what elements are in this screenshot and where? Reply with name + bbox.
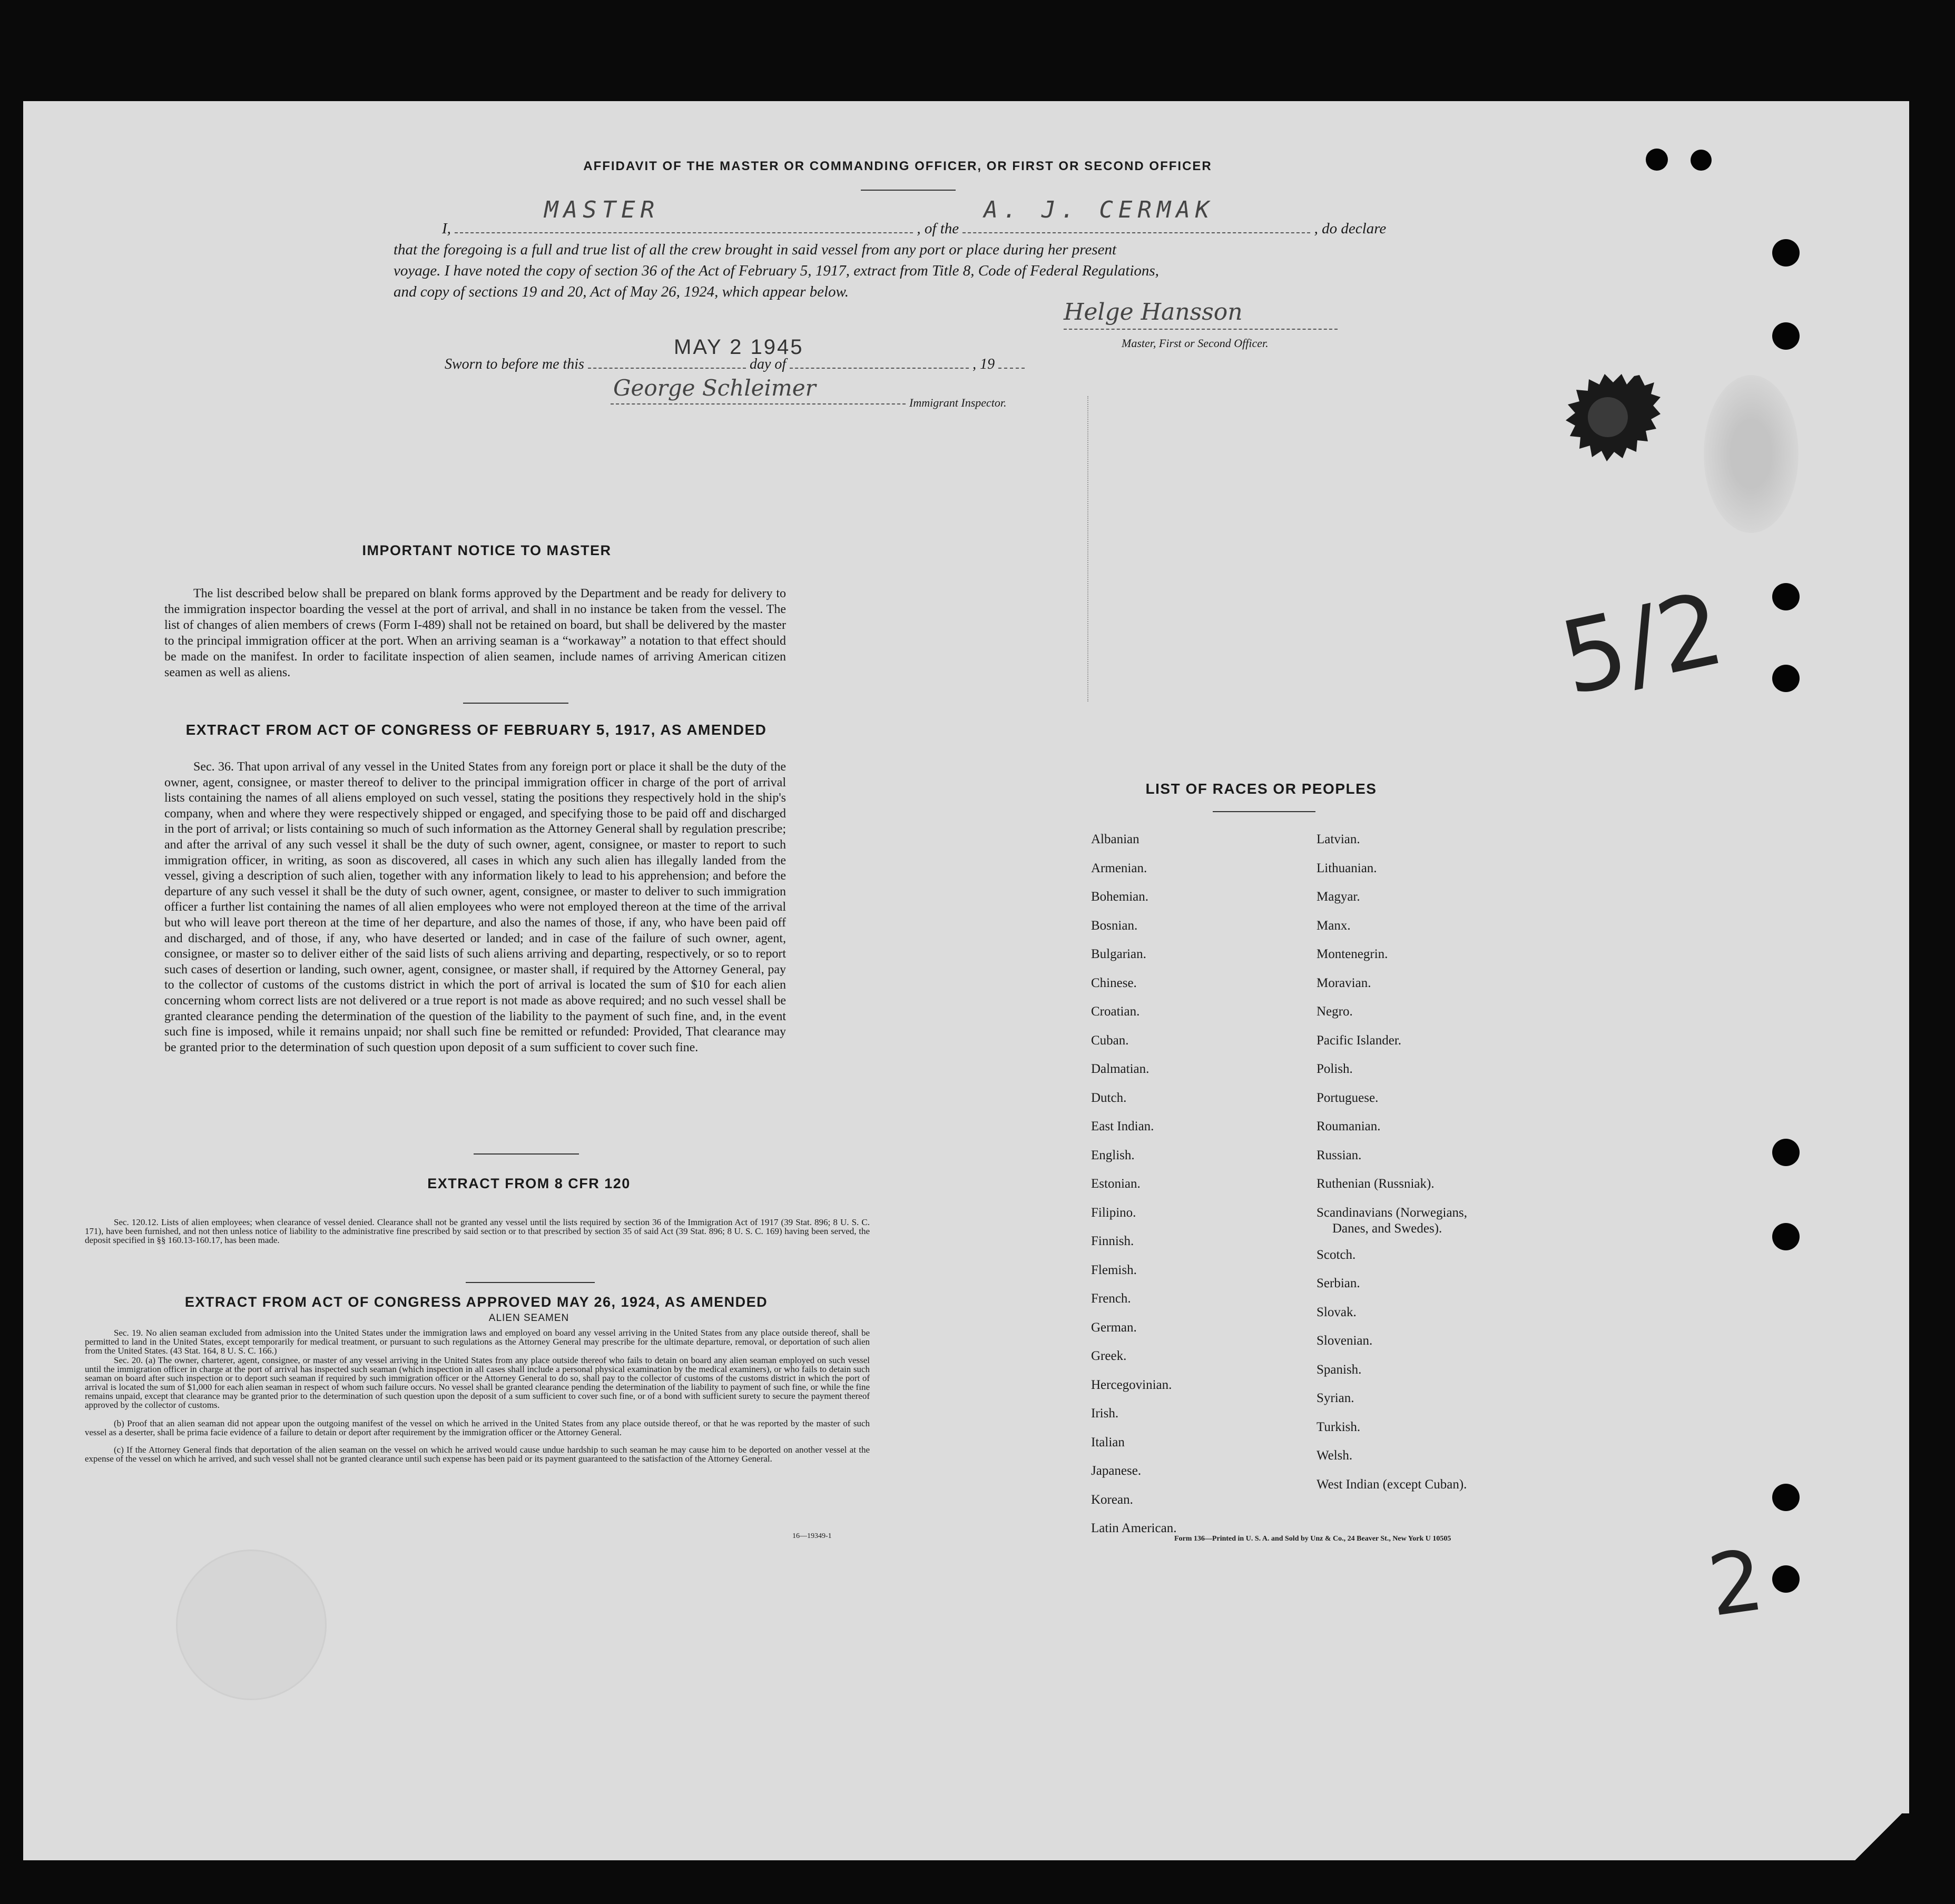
race-item: Latvian. [1317,832,1360,846]
race-item: Italian [1091,1435,1125,1449]
race-item: Cuban. [1091,1033,1129,1048]
embossed-stamp-icon [176,1550,327,1700]
race-item: Pacific Islander. [1317,1033,1402,1048]
day-of-label: day of [749,356,787,372]
race-item: Bosnian. [1091,918,1138,933]
sworn-day-field [588,368,746,369]
extract1924-heading: EXTRACT FROM ACT OF CONGRESS APPROVED MAY 26, 1924, AS AMENDED [184,1294,768,1310]
punch-hole-icon [1772,322,1800,350]
cfr-text: Sec. 120.12. Lists of alien employees; when clearance of vessel denied. Clearance shall not be granted any vessel until the lists required by section 36 of the Immigration Act of 1917 (39 Stat. 896; 8 U. S. C. 171), have been furnished, and not then unless notice of liability to the administrative fine prescribed by said section or to that prescribed by section 35 of said Act (39 Stat. 896; 8 U. S. C. 169) having been served, the deposit specified in §§ 160.13-160.17, has been made. [85,1217,870,1245]
race-item: Syrian. [1317,1391,1354,1405]
master-handwriting: MASTER [544,196,660,223]
punch-hole-icon [1646,149,1668,171]
punch-hole-icon [1772,1484,1800,1511]
inspector-signature: George Schleimer [613,375,816,401]
race-item: Spanish. [1317,1362,1362,1377]
sec19-text: Sec. 19. No alien seaman excluded from admission into the United States under the immigration laws and employed on board any vessel arriving in the United States from any place outside thereof, shall be permitted to land in the United States, except temporarily for medical treatment, or pursuant to such regulations as the Attorney General may prescribe for the ultimate departure, removal, or deportation of such alien from the United States. (43 Stat. 164, 8 U. S. C. 166.) [85,1328,870,1356]
date-stamp: MAY 2 1945 [674,336,804,359]
declaration-body-1: that the foregoing is a full and true list of all the crew brought in said vessel from any port or place during her present [394,241,1117,258]
race-item: Bohemian. [1091,890,1149,904]
master-field [455,196,913,233]
notice-rule [463,703,568,704]
race-item: Portuguese. [1317,1090,1379,1105]
affidavit-title: AFFIDAVIT OF THE MASTER OR COMMANDING OFFICER, OR FIRST OR SECOND OFFICER [583,159,1212,173]
column-guide [1087,396,1088,702]
notice-text: The list described below shall be prepared on blank forms approved by the Department and be ready for delivery to the immigration inspector boarding the vessel at the port of arrival, and shall in no instance be taken from the vessel. The list of changes of alien members of crews (Form I-489) shall not be retained on board, but shall be delivered by the master to the principal immigration officer at the port. When an arriving seaman is a “workaway” a notation to that effect should be made on the manifest. In order to facilitate inspection of alien seamen, include names of arriving American citizen seamen as well as aliens. [164,587,786,679]
punch-hole-icon [1772,1565,1800,1593]
race-item: Slovenian. [1317,1334,1373,1348]
vessel-field [962,196,1310,233]
races-heading: LIST OF RACES OR PEOPLES [1145,781,1377,797]
race-item: Ruthenian (Russniak). [1317,1177,1435,1191]
punch-hole-icon [1772,583,1800,610]
race-item: French. [1091,1291,1131,1306]
year-label: , 19 [972,356,995,372]
race-item: Magyar. [1317,890,1360,904]
races-right-column [1317,825,1467,1499]
extract1917-rule [474,1153,579,1155]
race-item: Greek. [1091,1349,1127,1363]
race-item: Moravian. [1317,975,1371,990]
race-item: Albanian [1091,832,1139,846]
race-item: Chinese. [1091,975,1137,990]
punch-hole-icon [1772,665,1800,692]
race-item: Filipino. [1091,1205,1136,1220]
punch-hole-icon [1772,239,1800,267]
marginal-fraction: 5/2 [1551,570,1733,718]
race-item: Korean. [1091,1492,1133,1507]
wax-seal-icon [1555,354,1682,480]
race-item: Lithuanian. [1317,861,1377,875]
sec20c-text: (c) If the Attorney General finds that deportation of the alien seaman on the vessel on which he arrived would cause undue hardship to such seaman he may cause him to be deported on another vessel at the expense of the vessel on which he arrived, and such vessel shall not be granted clearance until such expense has been paid or its payment guaranteed to the satisfaction of the Attorney General. [85,1445,870,1464]
race-item: Negro. [1317,1004,1353,1019]
form-footer: Form 136—Printed in U. S. A. and Sold by Unz & Co., 24 Beaver St., New York U 10505 [1174,1535,1451,1543]
extract1917-text: Sec. 36. That upon arrival of any vessel in the United States from any foreign port or place it shall be the duty of the owner, agent, consignee, or master thereof to deliver to the principal immigration officer in charge of the port of arrival lists containing the names of all aliens employed on such vessel, stating the positions they respectively hold in the ship's company, when and where they were respectively shipped or engaged, and specifying those to be paid off and discharged in the port of arrival; or lists containing so much of such information as the Attorney General shall by regulation prescribe; and after the arrival of any such vessel it shall be the duty of such owner, agent, consignee, or master to report to such immigration officer, in writing, as soon as discovered, all cases in which any such alien has illegally landed from the vessel, giving a description of such alien, together with any information likely to lead to his apprehension; and before the departure of any such vessel it shall be the duty of such owner, agent, consignee, or master to deliver to such immigration officer a further list containing the names of all alien employees who were not employed thereon at the time of the arrival but who will leave port thereon at the time of her departure, and also the names of those, if any, who have been paid off and discharged, and of those, if any, who have deserted or landed; and in case of the failure of such owner, agent, consignee, or master so to deliver either of the said lists of such aliens arriving and departing, respectively, or so to report such cases of desertion or landing, such owner, agent, consignee, or master shall, if required by the Attorney General, pay to the collector of customs of the customs district in which the port of arrival is located the sum of $10 for each alien concerning whom correct lists are not delivered or a true report is not made as above required; and no such vessel shall be granted clearance pending the determination of the question of the liability to the payment of such fine, and, in the event such fine is imposed, while it remains unpaid; nor shall such fine be remitted or refunded: Provided, That clearance may be granted prior to the determination of such question upon deposit of a sum sufficient to cover such fine. [164,760,786,1054]
races-left-column [1091,825,1176,1543]
races-rule [1213,811,1315,812]
sworn-label: Sworn to before me this [445,356,584,372]
sec20a-text: Sec. 20. (a) The owner, charterer, agent, consignee, or master of any vessel arriving in the United States from any place outside thereof who fails to detain on board any alien seaman employed on such vessel until the immigration officer in charge at the port of arrival has inspected such seaman (which inspection in all cases shall include a personal physical examination by the medical examiners), or who fails to detain such seaman on board after such inspection or to deport such seaman if required by such immigration officer or the Attorney General to do so, shall pay to the collector of customs of the customs district in which the port of arrival is located the sum of $1,000 for each alien seaman in respect of whom such failure occurs. No vessel shall be granted clearance pending the determination of the liability to payment of such fine, or while the fine remains unpaid, except that clearance may be granted prior to the determination of such question upon the deposit of a sum sufficient to cover such fine, or of a bond with sufficient surety to secure the payment thereof approved by the collector of customs. [85,1355,870,1410]
marginal-mark: 2 [1702,1530,1770,1636]
declaration-line [442,196,1411,239]
race-item: Montenegrin. [1317,947,1388,961]
race-item: Bulgarian. [1091,947,1146,961]
race-item: Manx. [1317,918,1351,933]
sworn-year-field [998,368,1025,369]
inspector-label: Immigrant Inspector. [909,396,1007,409]
race-item: Welsh. [1317,1448,1353,1463]
race-item: Flemish. [1091,1262,1137,1277]
declaration-body-2: voyage. I have noted the copy of section 36 of the Act of February 5, 1917, extract from Title 8, Code of Federal Regulations, [394,262,1159,279]
master-signature-label: Master, First or Second Officer. [1122,337,1269,350]
race-item: Roumanian. [1317,1119,1381,1133]
race-item: Scotch. [1317,1247,1356,1262]
sworn-month-field [790,368,969,369]
cfr-rule [466,1282,595,1283]
race-item: Slovak. [1317,1305,1357,1319]
race-item: West Indian (except Cuban). [1317,1477,1467,1492]
race-item: Hercegovinian. [1091,1377,1172,1392]
race-item: German. [1091,1320,1137,1335]
race-item: East Indian. [1091,1119,1154,1133]
inspector-signature-line [611,403,906,405]
i-label: I, [442,220,451,237]
form-number: 16—19349-1 [792,1532,832,1540]
race-item: Polish. [1317,1062,1353,1076]
sec20b-text: (b) Proof that an alien seaman did not appear upon the outgoing manifest of the vessel on which he arrived in the United States from any place outside thereof, or that he was reported by the master of such vessel as a deserter, shall be prima facie evidence of a failure to detain or deport after requirement by the immigration officer or the Attorney General. [85,1418,870,1437]
race-item: Danes, and Swedes). [1332,1221,1442,1236]
embossed-seal-icon [1704,375,1799,533]
race-item: Russian. [1317,1148,1362,1162]
punch-hole-icon [1772,1223,1800,1250]
race-item: Finnish. [1091,1234,1134,1248]
race-item: English. [1091,1148,1135,1162]
vessel-handwriting: A. J. CERMAK [984,196,1215,223]
race-item: Japanese. [1091,1464,1142,1478]
punch-hole-icon [1691,150,1712,171]
master-signature-line [1064,329,1338,330]
race-item: Dutch. [1091,1090,1127,1105]
extract1924-subheading: ALIEN SEAMEN [488,1313,569,1324]
race-item: Turkish. [1317,1419,1361,1434]
race-item: Irish. [1091,1406,1119,1420]
title-rule [861,190,956,191]
declaration-body-3: and copy of sections 19 and 20, Act of May 26, 1924, which appear below. [394,283,849,300]
race-item: Latin American. [1091,1521,1177,1535]
do-declare-label: , do declare [1314,220,1387,237]
of-the-label: , of the [917,220,959,237]
notice-heading: IMPORTANT NOTICE TO MASTER [362,542,612,558]
race-item: Scandinavians (Norwegians, [1317,1205,1468,1220]
race-item: Serbian. [1317,1276,1360,1290]
race-item: Croatian. [1091,1004,1140,1019]
punch-hole-icon [1772,1139,1800,1166]
master-signature: Helge Hansson [1064,299,1243,325]
race-item: Estonian. [1091,1177,1141,1191]
cfr-heading: EXTRACT FROM 8 CFR 120 [427,1176,631,1191]
race-item: Armenian. [1091,861,1147,875]
document-page [23,101,1909,1860]
race-item: Dalmatian. [1091,1062,1150,1076]
extract1917-heading: EXTRACT FROM ACT OF CONGRESS OF FEBRUARY 5, 1917, AS AMENDED [185,722,767,738]
